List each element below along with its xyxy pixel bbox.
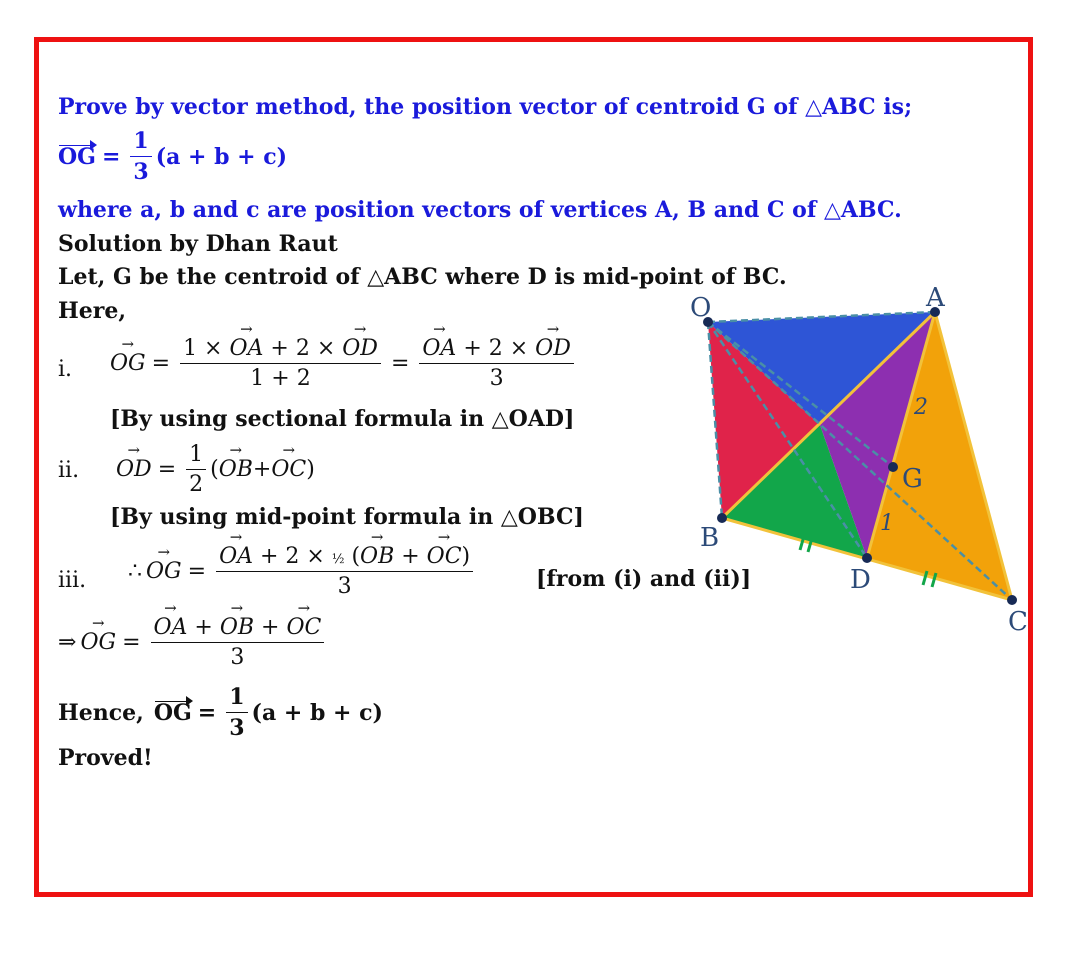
step-ii-note: [By using mid-point formula in △OBC] xyxy=(110,504,584,530)
point-b xyxy=(717,513,727,523)
label-a: A xyxy=(926,283,945,313)
formula-statement: OG = $\frac{1}{3}$ (a + b + c) xyxy=(58,128,288,185)
label-ratio-2: 2 xyxy=(914,395,928,420)
hence-statement: Hence, OG = $\frac{1}{3}$ (a + b + c) xyxy=(58,684,383,741)
fraction-one-third: $\frac{1}{3}$ xyxy=(130,128,151,185)
point-g xyxy=(888,462,898,472)
proved-label: Proved! xyxy=(58,745,153,771)
step-ii-equation: OD → = $\frac{1}{2}$ ( OB → + OC → ) xyxy=(116,442,315,497)
step-ii-label: ii. xyxy=(58,458,80,483)
step-iii-note: [from (i) and (ii)] xyxy=(536,566,752,592)
label-ratio-1: 1 xyxy=(880,511,894,536)
label-b: B xyxy=(700,523,720,553)
point-d xyxy=(862,553,872,563)
problem-statement: Prove by vector method, the position vector of centroid G of △ABC is; xyxy=(58,94,913,120)
label-c: C xyxy=(1008,607,1028,637)
vector-sum: (a + b + c) xyxy=(155,143,288,170)
step-i-label: i. xyxy=(58,357,73,382)
label-o: O xyxy=(690,293,712,323)
where-statement: where a, b and c are position vectors of vertices A, B and C of △ABC. xyxy=(58,197,902,223)
label-g: G xyxy=(902,464,923,494)
solution-author: Solution by Dhan Raut xyxy=(58,231,338,257)
step-iii-equation: ∴ OG → = $\frac{\text{OA → + 2 × ½ (OB → + OC →)}}{3}$ xyxy=(128,544,477,599)
point-c xyxy=(1007,595,1017,605)
label-d: D xyxy=(850,565,871,595)
result-equation: ⇒ OG → = $\frac{OA \to + OB \to + OC \to}{3}$ xyxy=(58,615,328,670)
step-i-note: [By using sectional formula in △OAD] xyxy=(110,406,575,432)
let-statement: Let, G be the centroid of △ABC where D is mid-point of BC. xyxy=(58,264,787,290)
step-iii-label: iii. xyxy=(58,568,87,593)
here-label: Here, xyxy=(58,298,127,324)
vector-og: OG xyxy=(58,143,96,170)
step-i-equation: OG → = $\frac{1 \times OA \to + 2 \times OD \to}{1 + 2}$ = $\frac{OA \to + 2 \times OD \to}{3}$ xyxy=(110,336,578,391)
